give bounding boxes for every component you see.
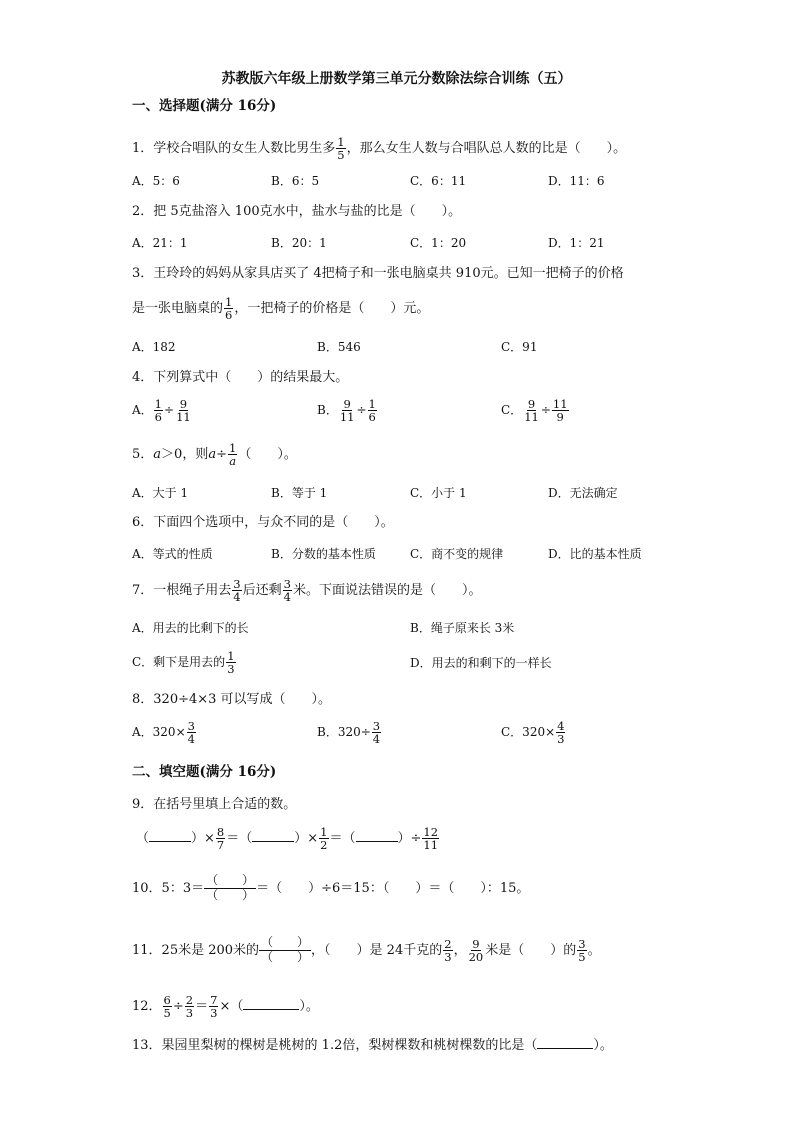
question-7: 7．一根绳子用去 $\frac{3}{4}$ 后还剩 $\frac{3}{4}$ 米。下面说法错误的是（ ）。 (132, 577, 482, 605)
option-b: B． $\frac{9}{11}$ ÷ $\frac{1}{6}$ (317, 397, 376, 425)
question-6: 6．下面四个选项中，与众不同的是（ ）。 (132, 515, 394, 530)
question-4: 4．下列算式中（ ）的结果最大。 (132, 370, 349, 385)
question-9: 9．在括号里填上合适的数。 (132, 797, 297, 812)
option-c: C．6：11 (410, 174, 467, 188)
question-3-line2: 是一张电脑桌的 $\frac{1}{6}$ ，一把椅子的价格是（ ）元。 (132, 295, 430, 323)
option-c: C． $\frac{9}{11}$ ÷ $\frac{11}{9}$ (501, 397, 568, 425)
option-d: D．无法确定 (548, 486, 618, 500)
option-a: A．等式的性质 (132, 547, 213, 561)
option-c: C．1：20 (410, 236, 467, 250)
fraction: $\frac{1}{5}$ (337, 135, 345, 163)
option-b: B．320÷ $\frac{3}{4}$ (317, 719, 381, 747)
answer-blank[interactable] (252, 829, 294, 842)
option-a: A．21：1 (132, 236, 188, 250)
option-c: C．小于 1 (410, 486, 467, 500)
page-title: 苏教版六年级上册数学第三单元分数除法综合训练（五） (221, 71, 572, 87)
option-c: C．320× $\frac{4}{3}$ (501, 719, 565, 747)
option-c: C．91 (501, 340, 538, 354)
question-3-line1: 3．王玲玲的妈妈从家具店买了 4把椅子和一张电脑桌共 910元。已知一把椅子的价格 (132, 266, 624, 281)
option-b: B．546 (317, 340, 361, 354)
option-b: B．分数的基本性质 (271, 547, 376, 561)
fraction: $\frac{1}{6}$ (225, 295, 233, 323)
option-c: C．商不变的规律 (410, 547, 504, 561)
question-13: 13．果园里梨树的棵树是桃树的 1.2倍，梨树棵数和桃树棵数的比是（ ）。 (132, 1038, 613, 1053)
blank-fraction[interactable]: （ ） （ ） (261, 935, 310, 964)
question-9-equation: （ ）× $\frac{8}{7}$ ＝（ ）× $\frac{1}{2}$ ＝（ ）÷ $\frac{12}{11}$ (136, 825, 439, 853)
question-1: 1．学校合唱队的女生人数比男生多 $\frac{1}{5}$ ，那么女生人数与合唱队总人数的比是（ ）。 (132, 135, 627, 163)
question-5: 5．a＞0，则a÷ $\frac{1}{a}$ （ ）。 (132, 441, 297, 469)
fraction: $\frac{1}{a}$ (228, 441, 237, 469)
question-11: 11．25米是 200米的 （ ） （ ） ，（ ）是 24千克的 $\frac{2}{3}$ ， $\frac{9}{20}$ 米是（ ）的 $\frac{3}{5}$ 。 (132, 935, 601, 964)
question-12: 12． $\frac{6}{5}$ ÷ $\frac{2}{3}$ ＝ $\frac{7}{3}$ ×（ ）。 (132, 993, 319, 1021)
answer-blank[interactable] (149, 829, 191, 842)
option-a: A．大于 1 (132, 486, 189, 500)
option-d: D．比的基本性质 (548, 547, 642, 561)
option-b: B．等于 1 (271, 486, 328, 500)
question-8: 8．320÷4×3 可以写成（ ）。 (132, 692, 332, 707)
option-d: D．1：21 (548, 236, 605, 250)
blank-fraction[interactable]: （ ） （ ） (206, 873, 255, 902)
answer-blank[interactable] (243, 997, 299, 1010)
question-2: 2．把 5克盐溶入 100克水中，盐水与盐的比是（ ）。 (132, 204, 462, 219)
option-a: A．320× $\frac{3}{4}$ (132, 719, 195, 747)
option-b: B．6：5 (271, 174, 320, 188)
question-10: 10．5：3＝ （ ） （ ） ＝（ ）÷6＝15：（ ）＝（ ）：15。 (132, 873, 530, 902)
option-b: B．20：1 (271, 236, 327, 250)
section-heading-choice: 一、选择题(满分 16分) (132, 98, 277, 114)
option-b: B．绳子原来长 3米 (410, 621, 515, 635)
option-a: A．用去的比剩下的长 (132, 621, 249, 635)
answer-blank[interactable] (356, 829, 398, 842)
answer-blank[interactable] (537, 1036, 593, 1049)
option-d: D．用去的和剩下的一样长 (410, 656, 552, 670)
option-a: A．182 (132, 340, 176, 354)
option-c: C．剩下是用去的 $\frac{1}{3}$ (132, 649, 235, 677)
option-a: A．5：6 (132, 174, 180, 188)
option-d: D．11：6 (548, 174, 605, 188)
section-heading-fill: 二、填空题(满分 16分) (132, 764, 277, 780)
option-a: A． $\frac{1}{6}$ ÷ $\frac{9}{11}$ (132, 397, 191, 425)
